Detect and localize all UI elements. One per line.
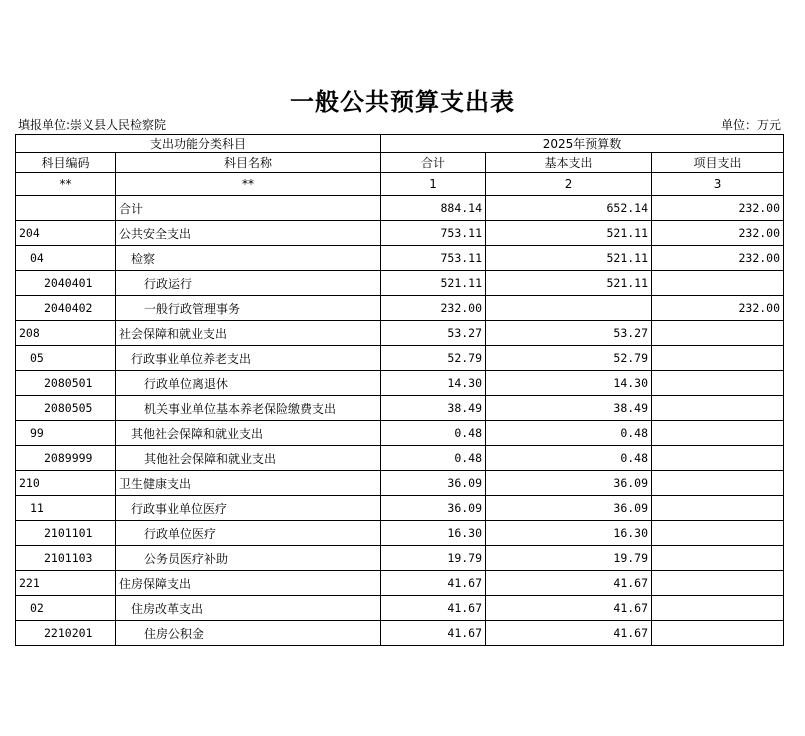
table-row bbox=[16, 221, 784, 246]
row-basic: 36.09 bbox=[486, 496, 652, 521]
budget-table bbox=[15, 134, 784, 646]
table-row bbox=[16, 596, 784, 621]
row-code: 2040401 bbox=[16, 271, 116, 296]
row-project bbox=[652, 396, 784, 421]
header-index-row bbox=[16, 173, 784, 196]
row-name: 其他社会保障和就业支出 bbox=[116, 446, 381, 471]
row-basic bbox=[486, 296, 652, 321]
row-total: 36.09 bbox=[381, 471, 486, 496]
row-name: 公务员医疗补助 bbox=[116, 546, 381, 571]
row-code: 02 bbox=[16, 596, 116, 621]
row-total: 41.67 bbox=[381, 621, 486, 646]
row-project bbox=[652, 596, 784, 621]
row-name: 住房保障支出 bbox=[116, 571, 381, 596]
row-basic: 14.30 bbox=[486, 371, 652, 396]
row-project bbox=[652, 571, 784, 596]
row-name: 其他社会保障和就业支出 bbox=[116, 421, 381, 446]
reporting-unit: 填报单位:崇义县人民检察院 bbox=[18, 118, 167, 132]
header-budget-year: 2025年预算数 bbox=[381, 135, 784, 153]
header-func-classification: 支出功能分类科目 bbox=[16, 135, 381, 153]
row-basic: 41.67 bbox=[486, 596, 652, 621]
row-project bbox=[652, 471, 784, 496]
row-total: 52.79 bbox=[381, 346, 486, 371]
header-total: 合计 bbox=[381, 153, 486, 173]
index-project: 3 bbox=[652, 173, 784, 196]
row-basic: 521.11 bbox=[486, 246, 652, 271]
row-total: 41.67 bbox=[381, 596, 486, 621]
row-name: 社会保障和就业支出 bbox=[116, 321, 381, 346]
row-project bbox=[652, 346, 784, 371]
header-code: 科目编码 bbox=[16, 153, 116, 173]
row-project bbox=[652, 371, 784, 396]
table-row bbox=[16, 246, 784, 271]
row-code: 99 bbox=[16, 421, 116, 446]
header-name: 科目名称 bbox=[116, 153, 381, 173]
row-total: 41.67 bbox=[381, 571, 486, 596]
row-basic: 16.30 bbox=[486, 521, 652, 546]
row-name: 公共安全支出 bbox=[116, 221, 381, 246]
row-total: 19.79 bbox=[381, 546, 486, 571]
row-code: 210 bbox=[16, 471, 116, 496]
row-project bbox=[652, 546, 784, 571]
row-name: 检察 bbox=[116, 246, 381, 271]
row-code: 2080505 bbox=[16, 396, 116, 421]
row-total: 16.30 bbox=[381, 521, 486, 546]
row-basic: 0.48 bbox=[486, 421, 652, 446]
header-group-row bbox=[16, 135, 784, 153]
row-name: 行政事业单位养老支出 bbox=[116, 346, 381, 371]
row-project bbox=[652, 421, 784, 446]
row-total: 753.11 bbox=[381, 221, 486, 246]
row-code: 2210201 bbox=[16, 621, 116, 646]
row-code: 04 bbox=[16, 246, 116, 271]
row-name: 一般行政管理事务 bbox=[116, 296, 381, 321]
table-body bbox=[16, 196, 784, 646]
table-row bbox=[16, 546, 784, 571]
currency-unit: 单位：万元 bbox=[720, 118, 781, 132]
row-code: 2101101 bbox=[16, 521, 116, 546]
row-project bbox=[652, 271, 784, 296]
row-project bbox=[652, 496, 784, 521]
table-row bbox=[16, 271, 784, 296]
row-project bbox=[652, 521, 784, 546]
row-total: 38.49 bbox=[381, 396, 486, 421]
row-basic: 38.49 bbox=[486, 396, 652, 421]
table-row bbox=[16, 321, 784, 346]
row-total: 521.11 bbox=[381, 271, 486, 296]
row-name: 住房公积金 bbox=[116, 621, 381, 646]
row-name: 机关事业单位基本养老保险缴费支出 bbox=[116, 396, 381, 421]
table-row bbox=[16, 296, 784, 321]
row-name: 行政事业单位医疗 bbox=[116, 496, 381, 521]
table-row bbox=[16, 621, 784, 646]
row-name: 行政运行 bbox=[116, 271, 381, 296]
row-code: 2040402 bbox=[16, 296, 116, 321]
row-code: 05 bbox=[16, 346, 116, 371]
row-name: 合计 bbox=[116, 196, 381, 221]
row-total: 14.30 bbox=[381, 371, 486, 396]
row-code: 11 bbox=[16, 496, 116, 521]
row-project bbox=[652, 321, 784, 346]
row-project: 232.00 bbox=[652, 296, 784, 321]
row-total: 0.48 bbox=[381, 446, 486, 471]
table-row bbox=[16, 196, 784, 221]
table-row bbox=[16, 521, 784, 546]
table-row bbox=[16, 446, 784, 471]
table-row bbox=[16, 571, 784, 596]
row-project: 232.00 bbox=[652, 221, 784, 246]
row-basic: 41.67 bbox=[486, 571, 652, 596]
header-project: 项目支出 bbox=[652, 153, 784, 173]
index-name: ** bbox=[116, 173, 381, 196]
table-row bbox=[16, 396, 784, 421]
row-basic: 53.27 bbox=[486, 321, 652, 346]
row-basic: 521.11 bbox=[486, 271, 652, 296]
row-total: 53.27 bbox=[381, 321, 486, 346]
row-total: 0.48 bbox=[381, 421, 486, 446]
row-name: 住房改革支出 bbox=[116, 596, 381, 621]
row-name: 卫生健康支出 bbox=[116, 471, 381, 496]
row-project bbox=[652, 446, 784, 471]
index-basic: 2 bbox=[486, 173, 652, 196]
row-basic: 652.14 bbox=[486, 196, 652, 221]
page-title: 一般公共预算支出表 bbox=[290, 87, 515, 116]
row-total: 232.00 bbox=[381, 296, 486, 321]
table-row bbox=[16, 421, 784, 446]
row-basic: 41.67 bbox=[486, 621, 652, 646]
row-code: 221 bbox=[16, 571, 116, 596]
row-total: 884.14 bbox=[381, 196, 486, 221]
row-code: 204 bbox=[16, 221, 116, 246]
row-total: 753.11 bbox=[381, 246, 486, 271]
table-row bbox=[16, 471, 784, 496]
row-name: 行政单位医疗 bbox=[116, 521, 381, 546]
row-code: 208 bbox=[16, 321, 116, 346]
row-name: 行政单位离退休 bbox=[116, 371, 381, 396]
row-code: 2089999 bbox=[16, 446, 116, 471]
row-project: 232.00 bbox=[652, 246, 784, 271]
row-basic: 19.79 bbox=[486, 546, 652, 571]
table-row bbox=[16, 346, 784, 371]
index-total: 1 bbox=[381, 173, 486, 196]
header-basic: 基本支出 bbox=[486, 153, 652, 173]
index-code: ** bbox=[16, 173, 116, 196]
row-code: 2101103 bbox=[16, 546, 116, 571]
row-code: 2080501 bbox=[16, 371, 116, 396]
table-row bbox=[16, 496, 784, 521]
table-row bbox=[16, 371, 784, 396]
row-project bbox=[652, 621, 784, 646]
header-column-row bbox=[16, 153, 784, 173]
row-total: 36.09 bbox=[381, 496, 486, 521]
row-basic: 36.09 bbox=[486, 471, 652, 496]
row-project: 232.00 bbox=[652, 196, 784, 221]
row-code bbox=[16, 196, 116, 221]
row-basic: 521.11 bbox=[486, 221, 652, 246]
row-basic: 0.48 bbox=[486, 446, 652, 471]
row-basic: 52.79 bbox=[486, 346, 652, 371]
